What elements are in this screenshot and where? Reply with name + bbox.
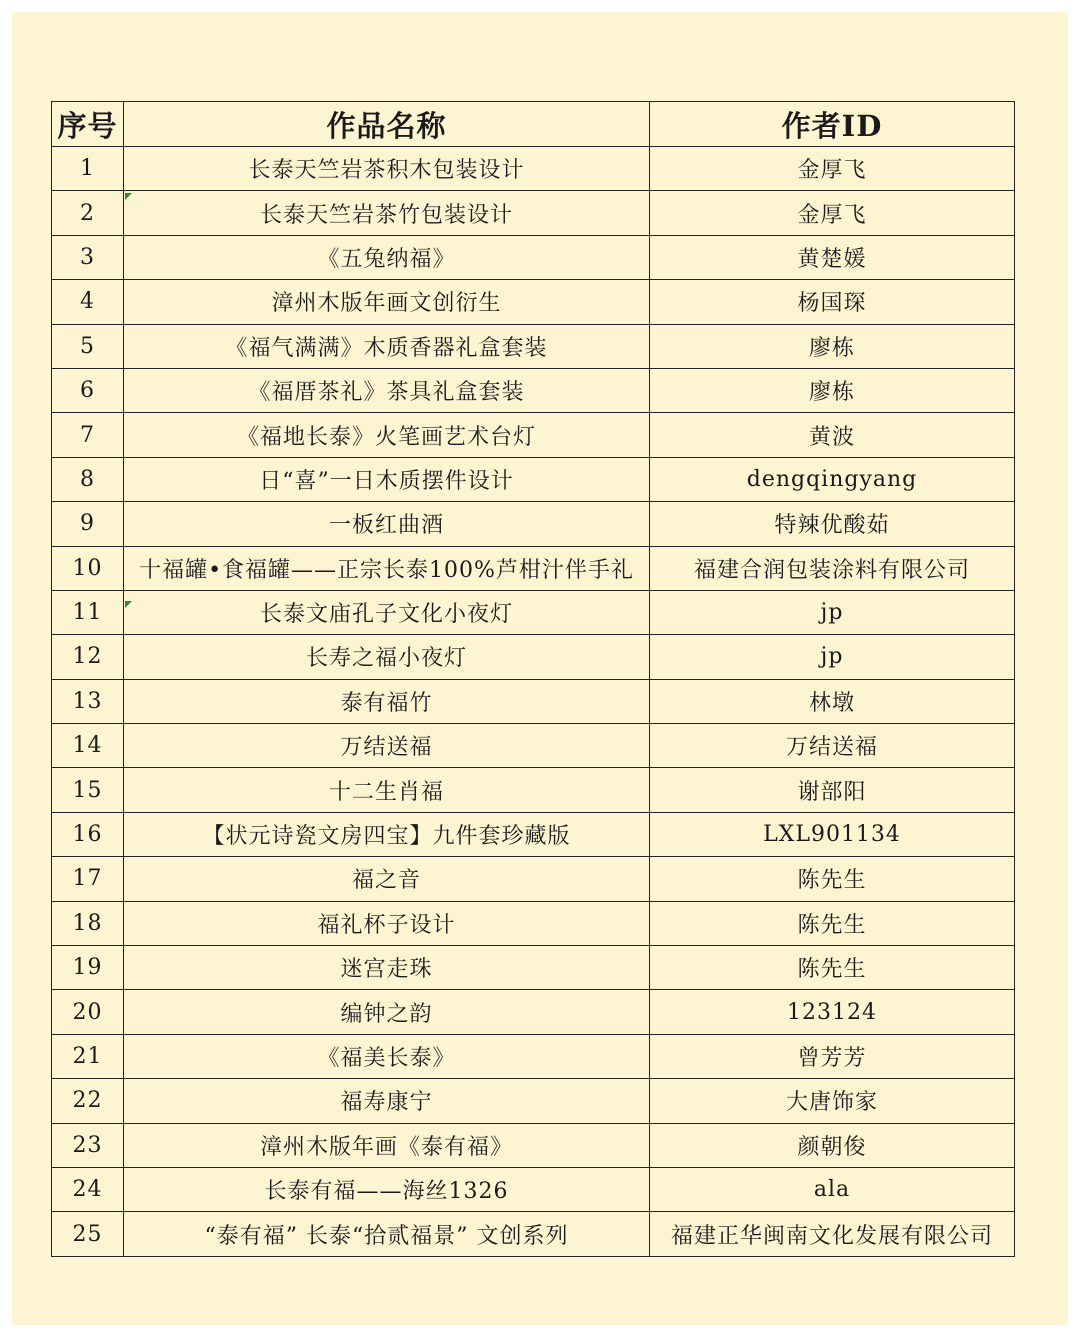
row-author-cell: 万结送福 [650, 724, 1015, 768]
table-row [52, 724, 1015, 768]
table-row [52, 635, 1015, 679]
row-no-cell: 11 [52, 590, 124, 634]
row-author-cell: 陈先生 [650, 857, 1015, 901]
table-row [52, 1167, 1015, 1211]
table-row [52, 946, 1015, 990]
row-author-cell: jp [650, 635, 1015, 679]
row-title-cell: 【状元诗瓷文房四宝】九件套珍藏版 [124, 812, 650, 856]
row-no-cell: 17 [52, 857, 124, 901]
works-table [51, 101, 1015, 1257]
row-author-cell: 廖栋 [650, 368, 1015, 412]
row-author-cell: 123124 [650, 990, 1015, 1034]
row-author-cell: 黄波 [650, 413, 1015, 457]
row-author-cell: 金厚飞 [650, 191, 1015, 235]
row-title-cell: 长寿之福小夜灯 [124, 635, 650, 679]
row-no-cell: 7 [52, 413, 124, 457]
row-author-cell: 杨国琛 [650, 280, 1015, 324]
table-row [52, 590, 1015, 634]
row-author-cell: jp [650, 590, 1015, 634]
row-title-cell: 漳州木版年画《泰有福》 [124, 1123, 650, 1167]
table-row [52, 546, 1015, 590]
row-no-cell: 5 [52, 324, 124, 368]
table-row [52, 990, 1015, 1034]
row-title-cell: 一板红曲酒 [124, 502, 650, 546]
table-row [52, 1212, 1015, 1256]
row-author-cell: 曾芳芳 [650, 1034, 1015, 1078]
row-no-cell: 20 [52, 990, 124, 1034]
table-row [52, 324, 1015, 368]
row-title-cell: 《福美长泰》 [124, 1034, 650, 1078]
table-row [52, 280, 1015, 324]
row-title-cell: 长泰天竺岩茶积木包装设计 [124, 147, 650, 191]
row-author-cell: 谢部阳 [650, 768, 1015, 812]
comment-marker-icon [125, 193, 132, 200]
row-no-cell: 21 [52, 1034, 124, 1078]
row-author-cell: LXL901134 [650, 812, 1015, 856]
row-title-cell: 十福罐•食福罐——正宗长泰100%芦柑汁伴手礼 [124, 546, 650, 590]
row-author-cell: 福建正华闽南文化发展有限公司 [650, 1212, 1015, 1256]
row-title-cell: 《福气满满》木质香器礼盒套装 [124, 324, 650, 368]
table-row [52, 1079, 1015, 1123]
row-author-cell: 金厚飞 [650, 147, 1015, 191]
row-title-cell: 十二生肖福 [124, 768, 650, 812]
header-title: 作品名称 [124, 102, 650, 147]
row-no-cell: 19 [52, 946, 124, 990]
row-author-cell: ala [650, 1167, 1015, 1211]
row-no-cell: 6 [52, 368, 124, 412]
row-no-cell: 23 [52, 1123, 124, 1167]
row-no-cell: 12 [52, 635, 124, 679]
row-title-cell: 福寿康宁 [124, 1079, 650, 1123]
table-row [52, 413, 1015, 457]
table-row [52, 235, 1015, 279]
row-no-cell: 22 [52, 1079, 124, 1123]
row-no-cell: 18 [52, 901, 124, 945]
table-row [52, 857, 1015, 901]
row-title-cell: 泰有福竹 [124, 679, 650, 723]
table-row [52, 679, 1015, 723]
row-title-cell: 长泰文庙孔子文化小夜灯 [124, 590, 650, 634]
row-title-cell: 迷宫走珠 [124, 946, 650, 990]
row-title-cell: 《福厝茶礼》茶具礼盒套装 [124, 368, 650, 412]
header-no: 序号 [52, 102, 124, 147]
row-no-cell: 13 [52, 679, 124, 723]
row-title-cell: 日“喜”一日木质摆件设计 [124, 457, 650, 501]
table-row [52, 457, 1015, 501]
row-author-cell: dengqingyang [650, 457, 1015, 501]
row-no-cell: 14 [52, 724, 124, 768]
table-row [52, 1123, 1015, 1167]
row-author-cell: 福建合润包装涂料有限公司 [650, 546, 1015, 590]
table-row [52, 768, 1015, 812]
row-author-cell: 颜朝俊 [650, 1123, 1015, 1167]
row-title-cell: 长泰天竺岩茶竹包装设计 [124, 191, 650, 235]
row-title-cell: 福之音 [124, 857, 650, 901]
table-row [52, 502, 1015, 546]
table-row [52, 368, 1015, 412]
row-title-cell: 漳州木版年画文创衍生 [124, 280, 650, 324]
row-no-cell: 16 [52, 812, 124, 856]
row-author-cell: 陈先生 [650, 901, 1015, 945]
table-row [52, 147, 1015, 191]
table-row [52, 812, 1015, 856]
row-no-cell: 1 [52, 147, 124, 191]
row-author-cell: 廖栋 [650, 324, 1015, 368]
row-title-cell: 长泰有福——海丝1326 [124, 1167, 650, 1211]
row-title-cell: 万结送福 [124, 724, 650, 768]
row-no-cell: 9 [52, 502, 124, 546]
row-no-cell: 10 [52, 546, 124, 590]
header-author: 作者ID [650, 102, 1015, 147]
row-author-cell: 黄楚媛 [650, 235, 1015, 279]
row-no-cell: 4 [52, 280, 124, 324]
table-body [52, 147, 1015, 1257]
row-title-cell: “泰有福” 长泰“拾贰福景” 文创系列 [124, 1212, 650, 1256]
comment-marker-icon [125, 601, 132, 608]
row-author-cell: 陈先生 [650, 946, 1015, 990]
row-no-cell: 25 [52, 1212, 124, 1256]
row-author-cell: 大唐饰家 [650, 1079, 1015, 1123]
table-row [52, 191, 1015, 235]
row-no-cell: 3 [52, 235, 124, 279]
table-header-row [52, 102, 1015, 147]
row-no-cell: 8 [52, 457, 124, 501]
row-title-cell: 《五兔纳福》 [124, 235, 650, 279]
row-no-cell: 15 [52, 768, 124, 812]
row-author-cell: 特辣优酸茹 [650, 502, 1015, 546]
row-no-cell: 2 [52, 191, 124, 235]
table-row [52, 901, 1015, 945]
row-no-cell: 24 [52, 1167, 124, 1211]
row-title-cell: 《福地长泰》火笔画艺术台灯 [124, 413, 650, 457]
row-author-cell: 林墩 [650, 679, 1015, 723]
row-title-cell: 福礼杯子设计 [124, 901, 650, 945]
table-row [52, 1034, 1015, 1078]
row-title-cell: 编钟之韵 [124, 990, 650, 1034]
